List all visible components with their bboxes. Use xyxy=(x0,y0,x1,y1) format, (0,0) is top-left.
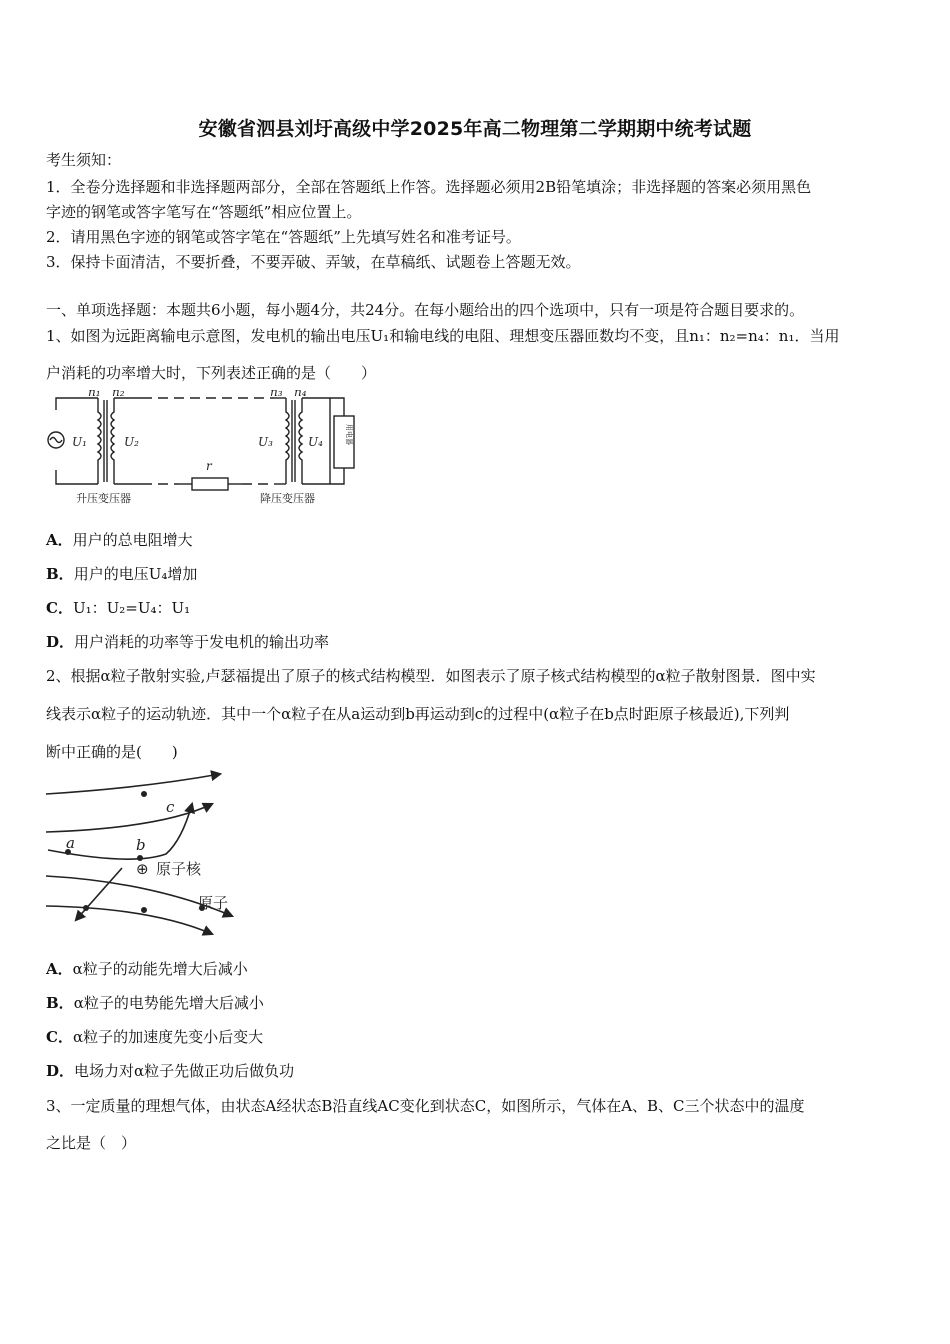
q2-option-d: D．电场力对α粒子先做正功后做负功 xyxy=(46,1062,295,1080)
q1-stem-line2: 户消耗的功率增大时，下列表述正确的是（ ） xyxy=(46,364,377,382)
q1-transmission-diagram xyxy=(42,390,362,508)
q2-stem-line2: 线表示α粒子的运动轨迹．其中一个α粒子在从a运动到b再运动到c的过程中(α粒子在b点时距原子核最近),下列判 xyxy=(46,705,790,723)
atom-label: 原子 xyxy=(198,894,229,912)
q2-scattering-diagram xyxy=(42,770,242,940)
notice-item-3: 3．保持卡面清洁，不要折叠，不要弄破、弄皱，在草稿纸、试题卷上答题无效。 xyxy=(46,253,581,271)
label-n3: n₃ xyxy=(270,390,283,399)
label-n1: n₁ xyxy=(88,390,101,399)
q1-stem-line1: 1、如图为远距离输电示意图，发电机的输出电压U₁和输电线的电阻、理想变压器匝数均不变，且n₁：n₂=n₄：n₁．当用 xyxy=(46,327,840,345)
q2-option-a: A．α粒子的动能先增大后减小 xyxy=(46,960,248,978)
q2-stem-line1: 2、根据α粒子散射实验,卢瑟福提出了原子的核式结构模型．如图表示了原子核式结构模型的α粒子散射图景．图中实 xyxy=(46,667,816,685)
notice-item-1-cont: 字迹的钢笔或答字笔写在“答题纸”相应位置上。 xyxy=(46,203,362,221)
section-heading: 一、单项选择题：本题共6小题，每小题4分，共24分。在每小题给出的四个选项中，只有一项是符合题目要求的。 xyxy=(46,301,805,319)
q2-option-b: B．α粒子的电势能先增大后减小 xyxy=(46,994,264,1012)
label-n2: n₂ xyxy=(112,390,125,399)
label-u3: U₃ xyxy=(258,435,273,449)
notice-heading: 考生须知： xyxy=(46,151,122,169)
label-step-down: 降压变压器 xyxy=(260,492,315,505)
q3-stem-line2: 之比是（ ） xyxy=(46,1134,137,1152)
notice-item-2: 2．请用黑色字迹的钢笔或答字笔在“答题纸”上先填写姓名和准考证号。 xyxy=(46,228,521,246)
label-n4: n₄ xyxy=(294,390,307,399)
q1-option-d: D．用户消耗的功率等于发电机的输出功率 xyxy=(46,633,330,651)
point-a-label: a xyxy=(66,834,75,852)
point-b-label: b xyxy=(136,836,146,854)
point-c-label: c xyxy=(166,798,175,816)
label-r: r xyxy=(206,459,212,473)
page-title: 安徽省泗县刘圩高级中学2025年高二物理第二学期期中统考试题 xyxy=(198,118,752,140)
q1-option-a: A．用户的总电阻增大 xyxy=(46,531,193,549)
nucleus-icon: ⊕ xyxy=(136,860,149,878)
label-step-up: 升压变压器 xyxy=(76,492,131,505)
label-u2: U₂ xyxy=(124,435,139,449)
q1-option-c: C．U₁：U₂=U₄：U₁ xyxy=(46,599,191,617)
q2-option-c: C．α粒子的加速度先变小后变大 xyxy=(46,1028,264,1046)
q1-option-b: B．用户的电压U₄增加 xyxy=(46,565,198,583)
nucleus-label: 原子核 xyxy=(156,860,202,878)
q2-stem-line3: 断中正确的是( ) xyxy=(46,743,178,761)
label-u1: U₁ xyxy=(72,435,87,449)
notice-item-1: 1．全卷分选择题和非选择题两部分，全部在答题纸上作答。选择题必须用2B铅笔填涂；非选择题的答案必须用黑色 xyxy=(46,178,812,196)
q3-stem-line1: 3、一定质量的理想气体，由状态A经状态B沿直线AC变化到状态C，如图所示，气体在A、B、C三个状态中的温度 xyxy=(46,1097,805,1115)
label-load: 用电器 xyxy=(345,424,353,445)
label-u4: U₄ xyxy=(308,435,323,449)
